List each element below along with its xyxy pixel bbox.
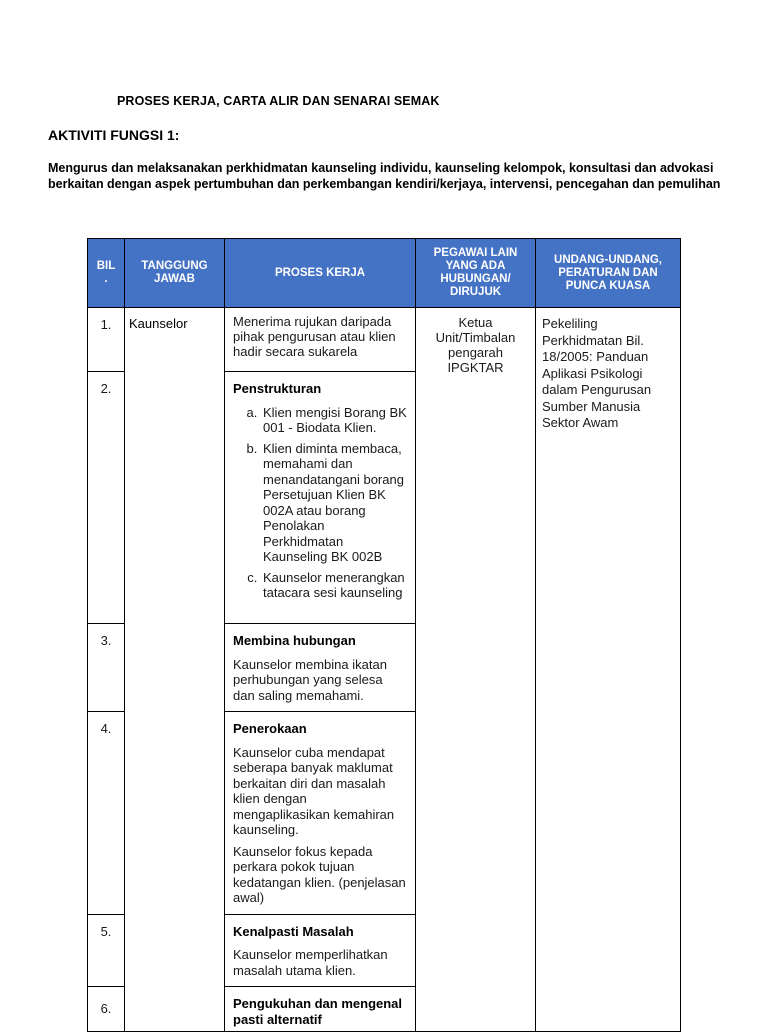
header-tanggung-jawab: TANGGUNG JAWAB: [125, 239, 225, 308]
step-title: Pengukuhan dan mengenal pasti alternatif: [233, 996, 403, 1027]
row-number: 2.: [88, 372, 125, 624]
step-body-2: Kaunselor fokus kepada perkara pokok tujuan kedatangan klien. (penjelasan awal): [233, 843, 406, 905]
proses-cell: [225, 372, 416, 624]
row-number: 3.: [88, 624, 125, 712]
proses-cell: [225, 914, 416, 987]
tanggung-jawab-cell: [125, 987, 225, 1032]
proses-cell: [225, 308, 416, 372]
header-undang: UNDANG-UNDANG, PERATURAN DAN PUNCA KUASA: [536, 239, 681, 308]
list-item: b. Klien diminta membaca, memahami dan menandatangani borang Persetujuan Klien BK 002A atau borang Penolakan Perkhidmatan Kaunseling BK 002B: [261, 441, 407, 565]
undang-cell: Pekeliling Perkhidmatan Bil. 18/2005: Panduan Aplikasi Psikologi dalam Pengurusan Sumber Manusia Sektor Awam: [536, 308, 681, 1032]
row-number: 5.: [88, 914, 125, 987]
header-pegawai: PEGAWAI LAIN YANG ADA HUBUNGAN/ DIRUJUK: [416, 239, 536, 308]
row-number: 1.: [88, 308, 125, 372]
step-title: Membina hubungan: [233, 633, 356, 648]
step-title: Penstrukturan: [233, 381, 322, 396]
document-title: PROSES KERJA, CARTA ALIR DAN SENARAI SEMAK: [117, 94, 440, 108]
header-proses-kerja: PROSES KERJA: [225, 239, 416, 308]
step-body: Kaunselor cuba mendapat seberapa banyak maklumat berkaitan diri dan masalah klien dengan mengaplikasikan kemahiran kaunseling.: [233, 744, 395, 837]
pegawai-cell: Ketua Unit/Timbalan pengarah IPGKTAR: [416, 308, 536, 1032]
table-row: [88, 308, 681, 372]
row-number: 4.: [88, 712, 125, 915]
section-heading: AKTIVITI FUNGSI 1:: [48, 127, 180, 143]
proses-cell: [225, 624, 416, 712]
proses-cell: [225, 987, 416, 1032]
tanggung-jawab-cell: [125, 624, 225, 712]
list-item: c. Kaunselor menerangkan tatacara sesi kaunseling: [261, 570, 407, 601]
step-body: Kaunselor membina ikatan perhubungan yang selesa dan saling memahami.: [233, 656, 387, 703]
tanggung-jawab-cell: [125, 712, 225, 915]
step-list: [233, 405, 407, 601]
step-title: Kenalpasti Masalah: [233, 923, 354, 939]
header-bil: BIL .: [88, 239, 125, 308]
tanggung-jawab-cell: [125, 372, 225, 624]
tanggung-jawab-cell: [125, 914, 225, 987]
tanggung-jawab-cell: Kaunselor: [125, 308, 225, 372]
proses-cell: [225, 712, 416, 915]
work-process-table: [87, 238, 681, 1032]
step-body: Kaunselor memperlihatkan masalah utama klien.: [233, 947, 388, 978]
row-number: 6.: [88, 987, 125, 1032]
step-title: Penerokaan: [233, 721, 307, 736]
function-description: Mengurus dan melaksanakan perkhidmatan kaunseling individu, kaunseling kelompok, konsultasi dan advokasi berkaitan dengan aspek pertumbuhan dan perkembangan kendiri/kerjaya, intervensi, pencegahan dan pemulihan: [48, 161, 721, 191]
proses-text: Menerima rujukan daripada pihak pengurusan atau klien hadir secara sukarela: [233, 314, 396, 359]
table-header-row: [88, 239, 681, 308]
list-item: a. Klien mengisi Borang BK 001 - Biodata Klien.: [261, 405, 407, 436]
